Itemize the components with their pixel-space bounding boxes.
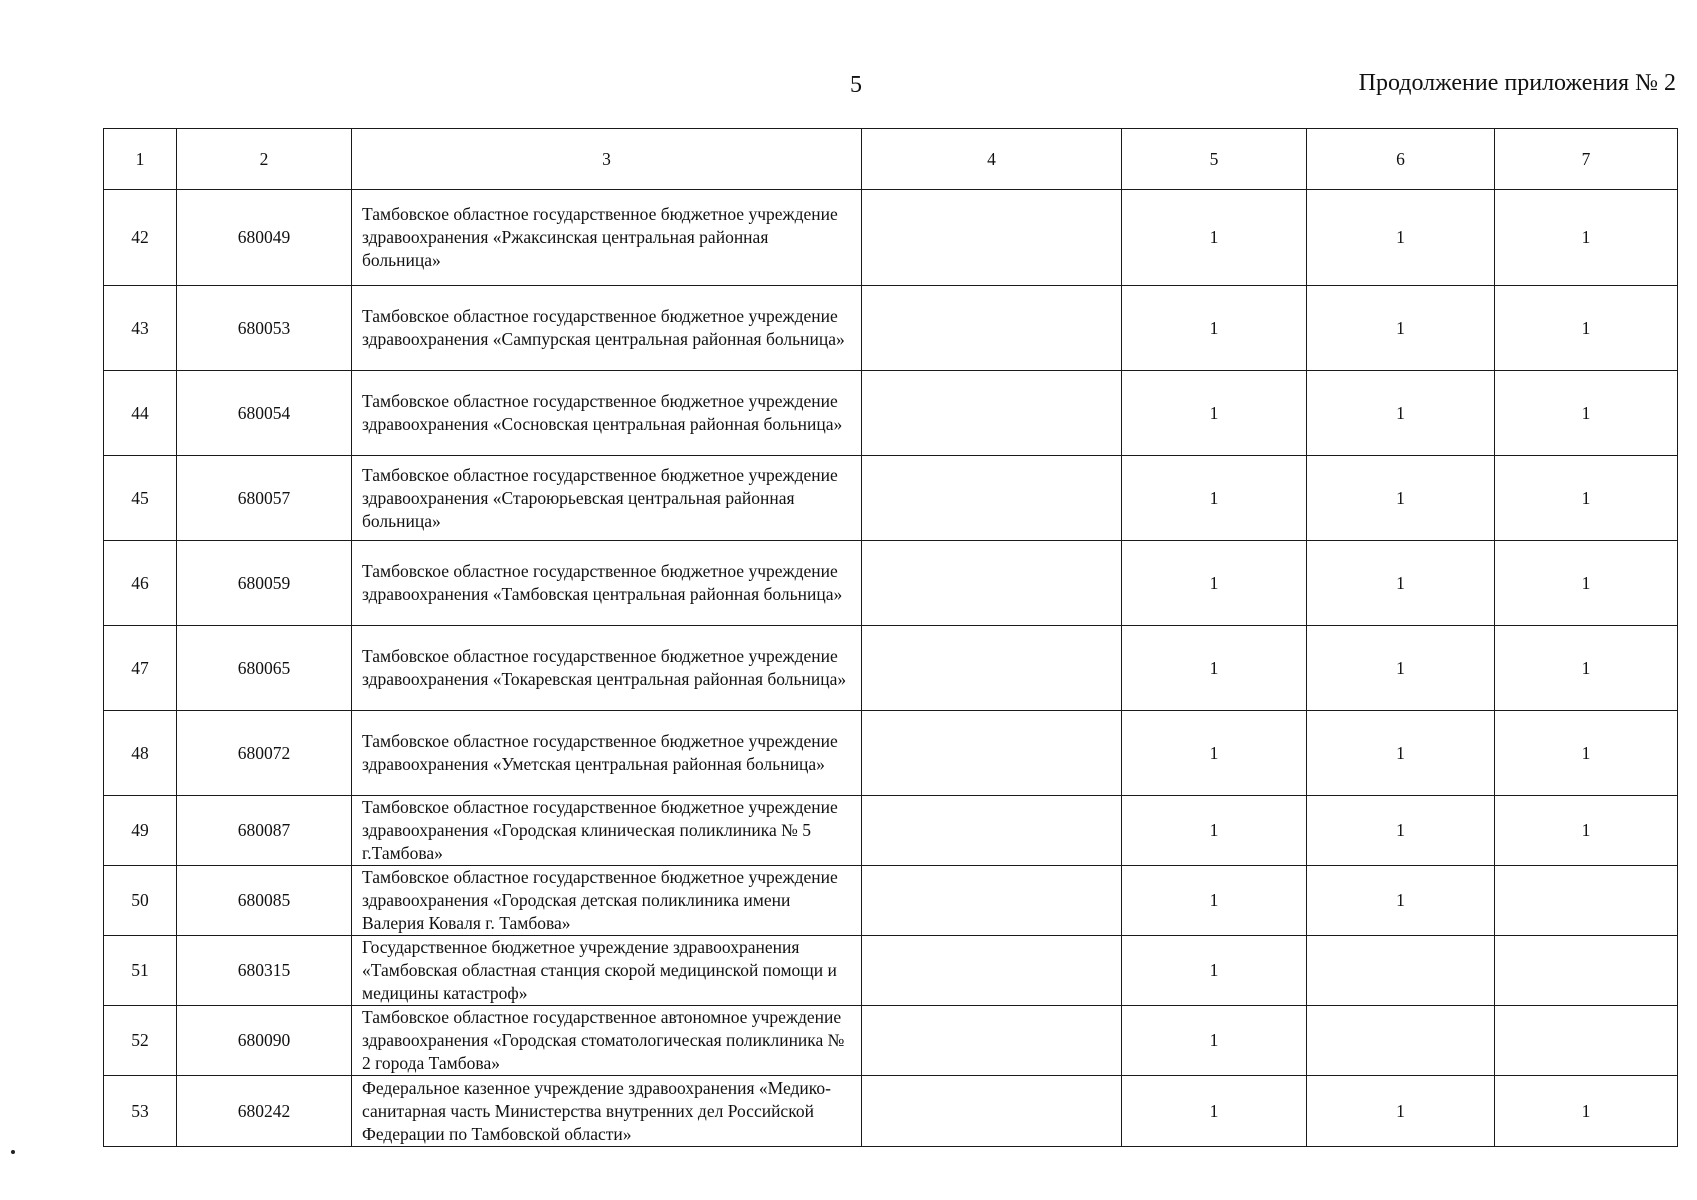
table-row: [104, 456, 1678, 541]
row-institution-name: Тамбовское областное государственное бюджетное учреждение здравоохранения «Тамбовская центральная районная больница»: [352, 541, 862, 626]
row-institution-name: Государственное бюджетное учреждение здравоохранения «Тамбовская областная станция скорой медицинской помощи и медицины катастроф»: [352, 936, 862, 1006]
row-number: 52: [104, 1006, 177, 1076]
row-col6: 1: [1307, 456, 1495, 541]
row-col4: [862, 866, 1122, 936]
row-col5: 1: [1122, 626, 1307, 711]
row-institution-name: Тамбовское областное государственное бюджетное учреждение здравоохранения «Ржаксинская центральная районная больница»: [352, 190, 862, 286]
row-number: 50: [104, 866, 177, 936]
row-col6: 1: [1307, 626, 1495, 711]
row-code: 680059: [177, 541, 352, 626]
table-header-row: [104, 129, 1678, 190]
row-code: 680087: [177, 796, 352, 866]
row-code: 680242: [177, 1076, 352, 1147]
row-institution-name: Федеральное казенное учреждение здравоохранения «Медико-санитарная часть Министерства внутренних дел Российской Федерации по Тамбовской области»: [352, 1076, 862, 1147]
row-number: 46: [104, 541, 177, 626]
header-cell: 2: [177, 129, 352, 190]
row-number: 43: [104, 286, 177, 371]
row-code: 680057: [177, 456, 352, 541]
row-number: 49: [104, 796, 177, 866]
row-col7: [1495, 936, 1678, 1006]
row-col7: [1495, 1006, 1678, 1076]
row-col5: 1: [1122, 796, 1307, 866]
row-col7: 1: [1495, 1076, 1678, 1147]
row-number: 42: [104, 190, 177, 286]
table-row: [104, 866, 1678, 936]
row-code: 680049: [177, 190, 352, 286]
header-cell: 3: [352, 129, 862, 190]
table-row: [104, 626, 1678, 711]
row-institution-name: Тамбовское областное государственное бюджетное учреждение здравоохранения «Уметская центральная районная больница»: [352, 711, 862, 796]
table-row: [104, 190, 1678, 286]
row-number: 44: [104, 371, 177, 456]
row-col7: 1: [1495, 541, 1678, 626]
row-col7: 1: [1495, 796, 1678, 866]
table-row: [104, 796, 1678, 866]
row-col6: 1: [1307, 866, 1495, 936]
row-col7: 1: [1495, 371, 1678, 456]
row-col4: [862, 286, 1122, 371]
row-col5: 1: [1122, 190, 1307, 286]
row-col4: [862, 1076, 1122, 1147]
row-col6: [1307, 936, 1495, 1006]
row-col4: [862, 796, 1122, 866]
header-cell: 6: [1307, 129, 1495, 190]
row-col5: 1: [1122, 286, 1307, 371]
row-code: 680054: [177, 371, 352, 456]
row-col7: 1: [1495, 190, 1678, 286]
row-number: 47: [104, 626, 177, 711]
row-col6: 1: [1307, 190, 1495, 286]
row-col5: 1: [1122, 1076, 1307, 1147]
row-institution-name: Тамбовское областное государственное бюджетное учреждение здравоохранения «Староюрьевская центральная районная больница»: [352, 456, 862, 541]
institutions-table: [103, 128, 1678, 1147]
row-col5: 1: [1122, 936, 1307, 1006]
row-code: 680085: [177, 866, 352, 936]
row-col6: 1: [1307, 1076, 1495, 1147]
row-col5: 1: [1122, 711, 1307, 796]
row-col7: 1: [1495, 286, 1678, 371]
row-institution-name: Тамбовское областное государственное бюджетное учреждение здравоохранения «Токаревская центральная районная больница»: [352, 626, 862, 711]
row-col5: 1: [1122, 456, 1307, 541]
row-col6: 1: [1307, 371, 1495, 456]
row-col6: 1: [1307, 796, 1495, 866]
row-institution-name: Тамбовское областное государственное бюджетное учреждение здравоохранения «Городская клиническая поликлиника № 5 г.Тамбова»: [352, 796, 862, 866]
row-col4: [862, 541, 1122, 626]
row-number: 45: [104, 456, 177, 541]
row-col5: 1: [1122, 866, 1307, 936]
table-row: [104, 1076, 1678, 1147]
header-cell: 1: [104, 129, 177, 190]
row-col4: [862, 936, 1122, 1006]
row-institution-name: Тамбовское областное государственное бюджетное учреждение здравоохранения «Сампурская центральная районная больница»: [352, 286, 862, 371]
table-row: [104, 371, 1678, 456]
row-col6: [1307, 1006, 1495, 1076]
table-row: [104, 936, 1678, 1006]
row-col7: 1: [1495, 456, 1678, 541]
scan-dot: [11, 1150, 15, 1154]
table-row: [104, 286, 1678, 371]
row-code: 680090: [177, 1006, 352, 1076]
row-col4: [862, 1006, 1122, 1076]
row-col6: 1: [1307, 541, 1495, 626]
row-number: 48: [104, 711, 177, 796]
header-cell: 5: [1122, 129, 1307, 190]
row-col4: [862, 626, 1122, 711]
row-number: 53: [104, 1076, 177, 1147]
row-institution-name: Тамбовское областное государственное бюджетное учреждение здравоохранения «Сосновская центральная районная больница»: [352, 371, 862, 456]
row-institution-name: Тамбовское областное государственное бюджетное учреждение здравоохранения «Городская детская поликлиника имени Валерия Коваля г. Тамбова»: [352, 866, 862, 936]
row-code: 680315: [177, 936, 352, 1006]
header-cell: 7: [1495, 129, 1678, 190]
row-col5: 1: [1122, 371, 1307, 456]
row-col7: 1: [1495, 626, 1678, 711]
table-row: [104, 711, 1678, 796]
row-col6: 1: [1307, 286, 1495, 371]
table-row: [104, 1006, 1678, 1076]
row-col5: 1: [1122, 541, 1307, 626]
row-col7: 1: [1495, 711, 1678, 796]
row-col6: 1: [1307, 711, 1495, 796]
row-number: 51: [104, 936, 177, 1006]
row-code: 680053: [177, 286, 352, 371]
table-row: [104, 541, 1678, 626]
row-col4: [862, 711, 1122, 796]
row-col7: [1495, 866, 1678, 936]
row-code: 680065: [177, 626, 352, 711]
page-caption: Продолжение приложения № 2: [1358, 70, 1676, 96]
row-col4: [862, 190, 1122, 286]
page-number: 5: [850, 72, 862, 98]
row-col4: [862, 456, 1122, 541]
row-institution-name: Тамбовское областное государственное автономное учреждение здравоохранения «Городская стоматологическая поликлиника № 2 города Тамбова»: [352, 1006, 862, 1076]
row-col5: 1: [1122, 1006, 1307, 1076]
row-code: 680072: [177, 711, 352, 796]
header-cell: 4: [862, 129, 1122, 190]
row-col4: [862, 371, 1122, 456]
